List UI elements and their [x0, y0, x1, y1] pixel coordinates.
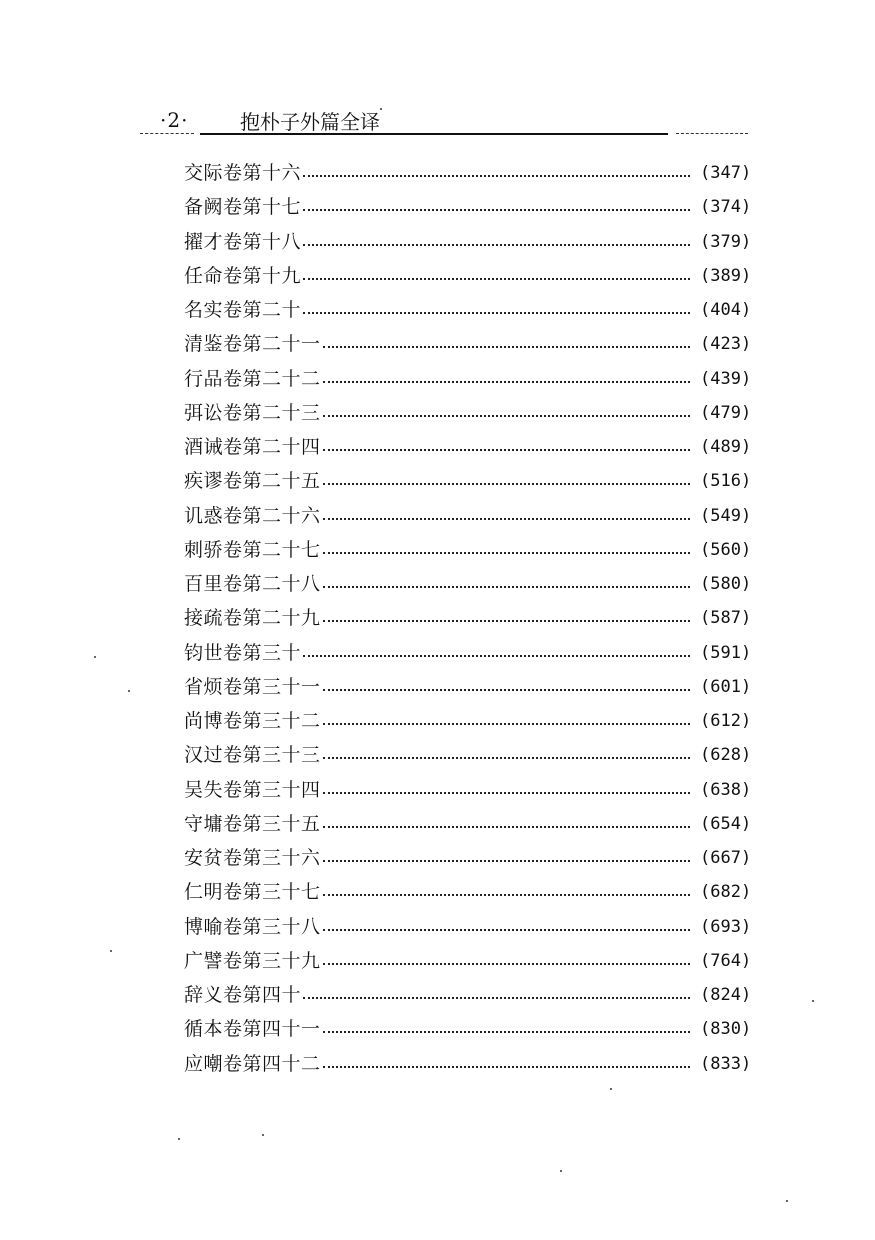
toc-entry-title: 省烦卷第三十一	[184, 675, 321, 698]
dot-leader	[323, 381, 690, 383]
toc-entry-page: (580)	[700, 574, 752, 595]
toc-entry	[184, 601, 764, 635]
toc-entry-title: 尚博卷第三十二	[184, 710, 321, 733]
toc-entry-title: 百里卷第二十八	[184, 573, 321, 596]
scan-speck	[812, 1000, 814, 1002]
dot-leader	[303, 244, 690, 246]
toc-entry-page: (479)	[700, 402, 752, 423]
toc-entry	[184, 533, 764, 567]
toc-entry-title: 清鉴卷第二十一	[184, 333, 321, 356]
toc-entry-title: 备阙卷第十七	[184, 196, 302, 219]
toc-entry	[184, 1047, 764, 1081]
toc-entry-title: 酒诫卷第二十四	[184, 436, 321, 459]
toc-entry-title: 名实卷第二十	[184, 299, 302, 322]
table-of-contents	[184, 156, 764, 1081]
dot-leader	[323, 483, 690, 485]
toc-entry-title: 行品卷第二十二	[184, 367, 321, 390]
dot-leader	[323, 586, 690, 588]
dot-leader	[303, 655, 690, 657]
toc-entry	[184, 807, 764, 841]
toc-entry-page: (439)	[700, 368, 752, 389]
toc-entry-page: (549)	[700, 505, 752, 526]
dot-leader	[303, 175, 690, 177]
toc-entry-title: 接疏卷第二十九	[184, 607, 321, 630]
toc-entry-page: (638)	[700, 779, 752, 800]
toc-entry	[184, 944, 764, 978]
toc-entry	[184, 225, 764, 259]
toc-entry-title: 应嘲卷第四十二	[184, 1052, 321, 1075]
scan-speck	[560, 1170, 562, 1172]
scan-speck	[262, 1134, 264, 1136]
scan-speck	[128, 690, 130, 692]
dot-leader	[323, 620, 690, 622]
toc-entry	[184, 841, 764, 875]
toc-entry-title: 交际卷第十六	[184, 162, 302, 185]
toc-entry	[184, 464, 764, 498]
scan-speck	[786, 1200, 788, 1202]
toc-entry-title: 安贫卷第三十六	[184, 847, 321, 870]
toc-entry	[184, 499, 764, 533]
scan-speck	[94, 656, 96, 658]
toc-entry	[184, 704, 764, 738]
dot-leader	[303, 997, 690, 999]
toc-entry	[184, 327, 764, 361]
dot-leader	[303, 278, 690, 280]
header-rule-right	[676, 133, 748, 134]
toc-entry	[184, 156, 764, 190]
scan-speck	[110, 950, 112, 952]
toc-entry	[184, 910, 764, 944]
toc-entry-page: (347)	[700, 163, 752, 184]
toc-entry	[184, 773, 764, 807]
dot-leader	[323, 929, 690, 931]
dot-leader	[323, 346, 690, 348]
dot-leader	[323, 826, 690, 828]
dot-leader	[303, 312, 690, 314]
toc-entry-title: 仁明卷第三十七	[184, 881, 321, 904]
toc-entry-title: 博喻卷第三十八	[184, 915, 321, 938]
toc-entry-page: (612)	[700, 711, 752, 732]
toc-entry-page: (591)	[700, 642, 752, 663]
scan-speck	[610, 1088, 612, 1090]
dot-leader	[323, 1066, 690, 1068]
dot-leader	[323, 1031, 690, 1033]
toc-entry	[184, 396, 764, 430]
dot-leader	[323, 415, 690, 417]
toc-entry-title: 擢才卷第十八	[184, 230, 302, 253]
toc-entry-title: 任命卷第十九	[184, 264, 302, 287]
dot-leader	[323, 860, 690, 862]
toc-entry-title: 弭讼卷第二十三	[184, 401, 321, 424]
dot-leader	[323, 518, 690, 520]
toc-entry	[184, 259, 764, 293]
toc-entry-page: (560)	[700, 539, 752, 560]
running-title: 抱朴子外篇全译	[240, 110, 380, 134]
toc-entry-title: 汉过卷第三十三	[184, 744, 321, 767]
toc-entry-page: (693)	[700, 916, 752, 937]
page-number: ·2·	[160, 108, 189, 132]
header-rule	[200, 133, 668, 135]
dot-leader	[323, 757, 690, 759]
toc-entry-title: 循本卷第四十一	[184, 1018, 321, 1041]
toc-entry-page: (404)	[700, 300, 752, 321]
toc-entry-page: (682)	[700, 882, 752, 903]
toc-entry-page: (628)	[700, 745, 752, 766]
page-header	[0, 0, 875, 140]
scan-speck	[380, 108, 382, 110]
toc-entry-title: 疾谬卷第二十五	[184, 470, 321, 493]
toc-entry	[184, 670, 764, 704]
toc-entry	[184, 190, 764, 224]
toc-entry-page: (516)	[700, 471, 752, 492]
toc-entry-page: (389)	[700, 265, 752, 286]
toc-entry	[184, 636, 764, 670]
toc-entry	[184, 293, 764, 327]
dot-leader	[323, 723, 690, 725]
toc-entry-page: (601)	[700, 676, 752, 697]
toc-entry-title: 吴失卷第三十四	[184, 778, 321, 801]
toc-entry-page: (833)	[700, 1053, 752, 1074]
toc-entry	[184, 738, 764, 772]
toc-entry-page: (764)	[700, 950, 752, 971]
toc-entry	[184, 875, 764, 909]
dot-leader	[323, 449, 690, 451]
toc-entry-title: 讥惑卷第二十六	[184, 504, 321, 527]
dot-leader	[323, 792, 690, 794]
toc-entry-page: (830)	[700, 1019, 752, 1040]
toc-entry-title: 辞义卷第四十	[184, 984, 302, 1007]
dot-leader	[323, 894, 690, 896]
toc-entry-page: (423)	[700, 334, 752, 355]
scan-speck	[178, 1138, 180, 1140]
dot-leader	[323, 689, 690, 691]
toc-entry	[184, 430, 764, 464]
toc-entry-page: (379)	[700, 231, 752, 252]
toc-entry	[184, 1012, 764, 1046]
dot-leader	[323, 552, 690, 554]
dot-leader	[323, 963, 690, 965]
toc-entry	[184, 978, 764, 1012]
toc-entry	[184, 362, 764, 396]
header-rule-left	[140, 133, 194, 134]
toc-entry-title: 刺骄卷第二十七	[184, 538, 321, 561]
toc-entry	[184, 567, 764, 601]
toc-entry-page: (654)	[700, 813, 752, 834]
dot-leader	[303, 209, 690, 211]
toc-entry-title: 广譬卷第三十九	[184, 949, 321, 972]
toc-entry-page: (374)	[700, 197, 752, 218]
toc-entry-title: 钧世卷第三十	[184, 641, 302, 664]
toc-entry-page: (667)	[700, 848, 752, 869]
toc-entry-page: (489)	[700, 437, 752, 458]
toc-entry-title: 守墉卷第三十五	[184, 812, 321, 835]
toc-entry-page: (824)	[700, 985, 752, 1006]
toc-entry-page: (587)	[700, 608, 752, 629]
